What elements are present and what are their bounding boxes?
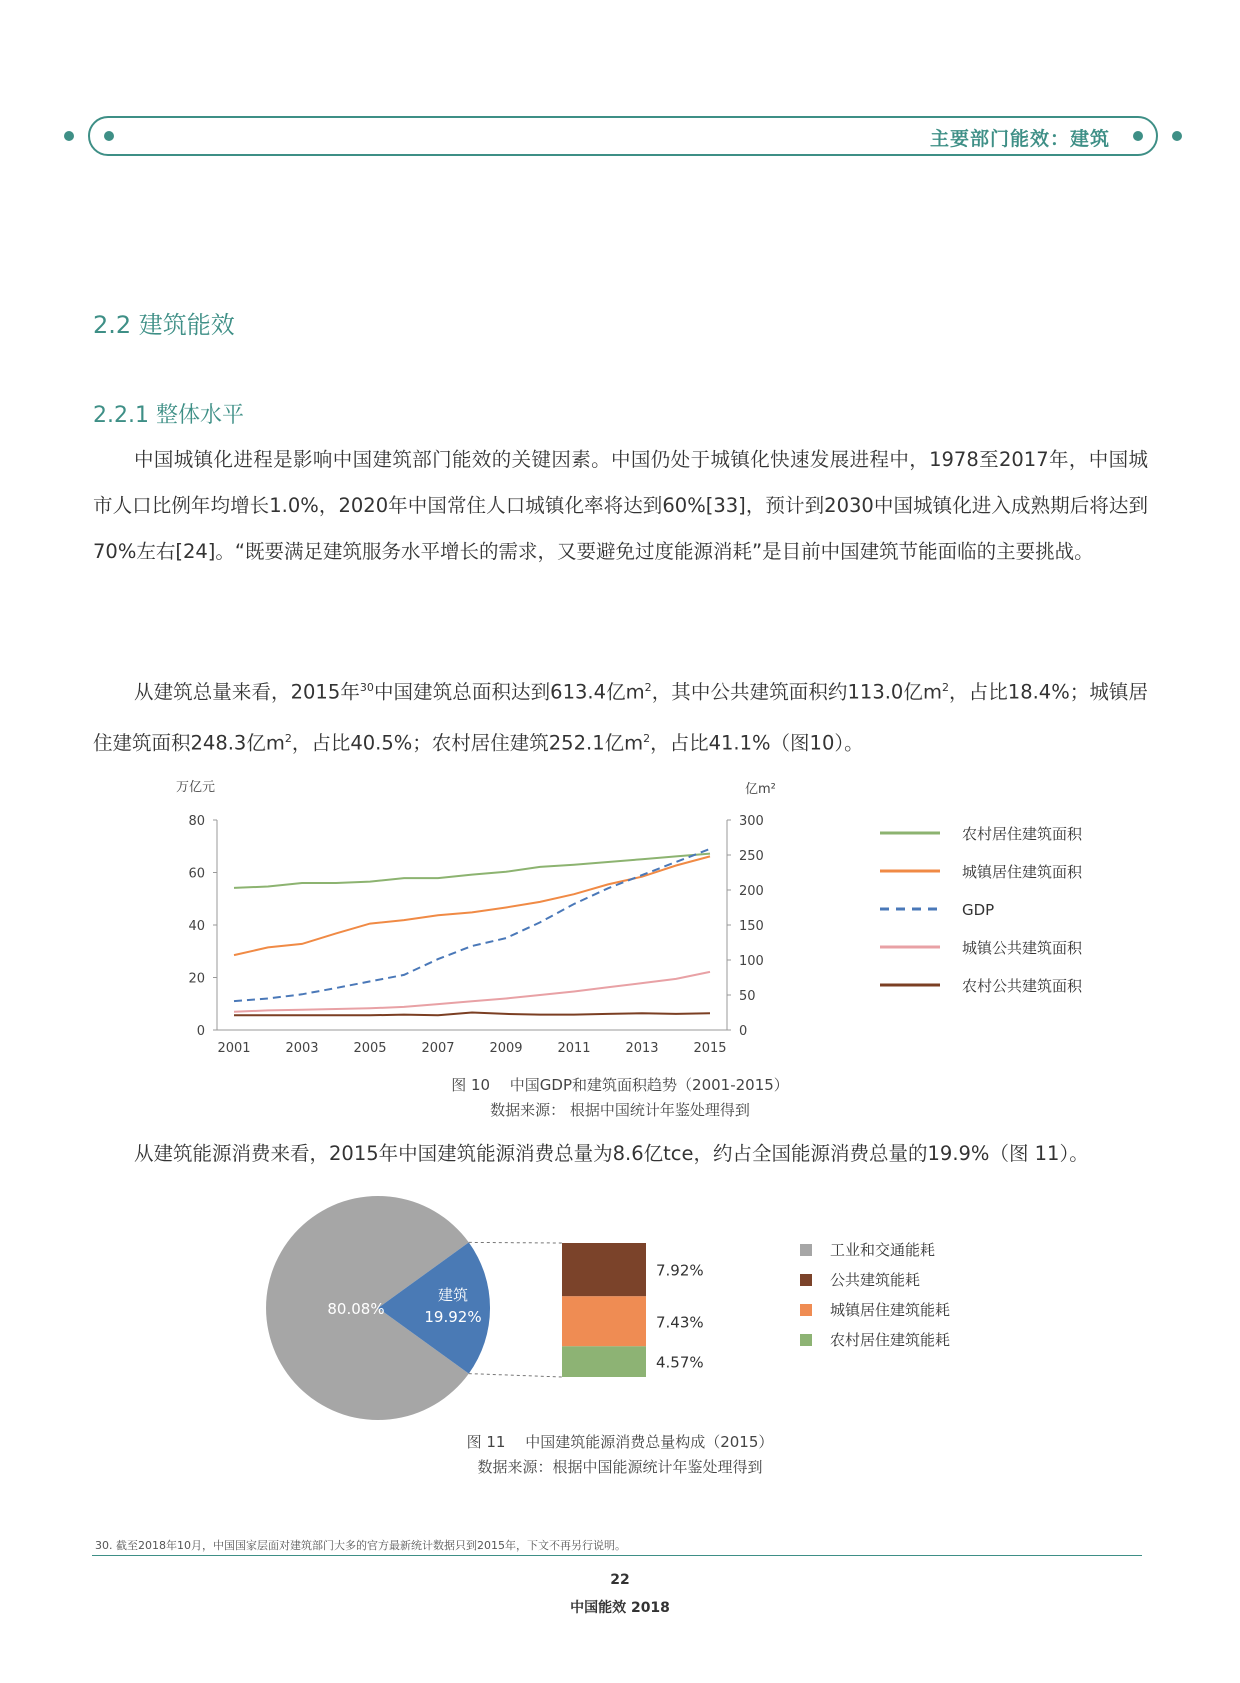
section-heading: 2.2 建筑能效	[93, 311, 235, 339]
legend-label-1: 农村居住建筑面积	[962, 825, 1083, 843]
series-line-3	[234, 849, 710, 1001]
header-title: 主要部门能效：建筑	[929, 128, 1110, 150]
series-line-1	[234, 854, 710, 888]
page-number: 22	[610, 1572, 630, 1588]
pie-legend-label-2: 公共建筑能耗	[830, 1271, 921, 1289]
x-tick-label: 2009	[489, 1041, 523, 1056]
right-tick-label: 200	[739, 884, 764, 899]
footnote: 30. 截至2018年10月，中国国家层面对建筑部门大多的官方最新统计数据只到2015年，下文不再另行说明。	[95, 1539, 626, 1552]
x-tick-label: 2007	[421, 1041, 455, 1056]
right-tick-label: 150	[739, 919, 764, 934]
figure-11-caption: 图 11 中国建筑能源消费总量构成（2015）	[466, 1433, 774, 1451]
pie-legend-label-4: 农村居住建筑能耗	[830, 1331, 951, 1349]
x-tick-label: 2001	[217, 1041, 251, 1056]
legend-label-2: 城镇居住建筑面积	[962, 863, 1083, 881]
right-tick-label: 250	[739, 849, 764, 864]
paragraph-3	[93, 1131, 1148, 1177]
series-line-5	[234, 1013, 710, 1016]
pie-legend-label-3: 城镇居住建筑能耗	[830, 1301, 951, 1319]
breakdown-segment-1	[562, 1243, 646, 1296]
p2-part-e: ，占比40.5%；农村居住建筑252.1亿m	[291, 731, 644, 754]
x-tick-label: 2013	[625, 1041, 659, 1056]
paragraph-2	[93, 665, 1148, 766]
right-axis-unit: 亿m²	[745, 782, 776, 797]
right-tick-label: 300	[739, 814, 764, 829]
breakdown-label-3: 4.57%	[656, 1353, 704, 1372]
p2-part-f: ，占比41.1%（图10）。	[650, 731, 864, 754]
publication-name: 中国能效 2018	[570, 1600, 670, 1616]
sq-2: 2	[941, 681, 949, 694]
pie-legend-swatch-2	[800, 1274, 812, 1286]
right-tick-label: 100	[739, 954, 764, 969]
right-tick-label: 0	[739, 1024, 748, 1039]
left-tick-label: 40	[188, 919, 205, 934]
p2-part-b: 中国建筑总面积达到613.4亿m	[373, 680, 645, 704]
header-left-inner-dot	[104, 131, 114, 141]
p2-part-c: ，其中公共建筑面积约113.0亿m	[651, 680, 942, 704]
figure-11-pie-chart	[260, 1185, 1020, 1425]
series-line-2	[234, 856, 710, 955]
legend-label-3: GDP	[962, 901, 995, 919]
left-tick-label: 20	[188, 971, 205, 987]
paragraph-1-text: 中国城镇化进程是影响中国建筑部门能效的关键因素。中国仍处于城镇化快速发展进程中，1978至2017年，中国城市人口比例年均增长1.0%，2020年中国常住人口城镇化率将达到60%[33]，预计到2030中国城镇化进入成熟期后将达到70%左右[24]。“既要满足建筑服务水平增长的需求，又要避免过度能源消耗”是目前中国建筑节能面临的主要挑战。	[93, 448, 1148, 563]
figure-11-source: 数据来源：根据中国能源统计年鉴处理得到	[477, 1458, 763, 1476]
right-tick-label: 50	[739, 989, 756, 1004]
sq-4: 2	[643, 731, 651, 745]
pie-legend-label-1: 工业和交通能耗	[830, 1241, 936, 1259]
p2-part-d: ，占比18.4%；城镇居住建筑面积248.3亿m	[93, 680, 1148, 754]
connector-top	[469, 1242, 562, 1243]
pie-legend-swatch-3	[800, 1304, 812, 1316]
left-tick-label: 0	[196, 1024, 205, 1039]
header-left-outer-dot	[64, 131, 74, 141]
footnote-rule	[92, 1555, 1142, 1556]
subsection-heading: 2.2.1 整体水平	[93, 403, 244, 428]
series-line-4	[234, 972, 710, 1012]
paragraph-2-text	[93, 665, 1148, 766]
legend-label-5: 农村公共建筑面积	[962, 977, 1083, 995]
figure-10-source: 数据来源： 根据中国统计年鉴处理得到	[490, 1101, 750, 1119]
x-tick-label: 2005	[353, 1041, 387, 1056]
pie-label-industry: 80.08%	[327, 1300, 385, 1318]
x-tick-label: 2015	[693, 1041, 727, 1056]
paragraph-1	[93, 437, 1148, 575]
footnote-ref: 30	[359, 681, 374, 694]
p2-part-a: 从建筑总量来看，2015年	[134, 680, 360, 704]
sq-3: 2	[284, 731, 292, 745]
connector-bottom	[469, 1374, 562, 1377]
pie-legend-swatch-4	[800, 1334, 812, 1346]
breakdown-label-1: 7.92%	[656, 1261, 704, 1280]
legend-label-4: 城镇公共建筑面积	[962, 939, 1083, 957]
left-axis-unit: 万亿元	[175, 780, 215, 795]
header-right-outer-dot	[1172, 131, 1182, 141]
x-tick-label: 2011	[557, 1041, 591, 1056]
breakdown-label-2: 7.43%	[656, 1313, 704, 1332]
pie-label-building-name: 建筑	[437, 1286, 469, 1304]
figure-10-line-chart	[170, 775, 1120, 1065]
left-tick-label: 80	[188, 814, 205, 829]
pie-legend-swatch-1	[800, 1244, 812, 1256]
paragraph-3-text: 从建筑能源消费来看，2015年中国建筑能源消费总量为8.6亿tce，约占全国能源消费总量的19.9%（图 11）。	[134, 1142, 1089, 1165]
pie-label-building-value: 19.92%	[424, 1308, 482, 1326]
left-tick-label: 60	[188, 866, 205, 882]
figure-10-caption: 图 10 中国GDP和建筑面积趋势（2001-2015）	[451, 1076, 789, 1094]
sq-1: 2	[644, 681, 652, 694]
x-tick-label: 2003	[285, 1041, 319, 1056]
breakdown-segment-2	[562, 1296, 646, 1346]
breakdown-segment-3	[562, 1346, 646, 1377]
header-right-inner-dot	[1133, 131, 1143, 141]
